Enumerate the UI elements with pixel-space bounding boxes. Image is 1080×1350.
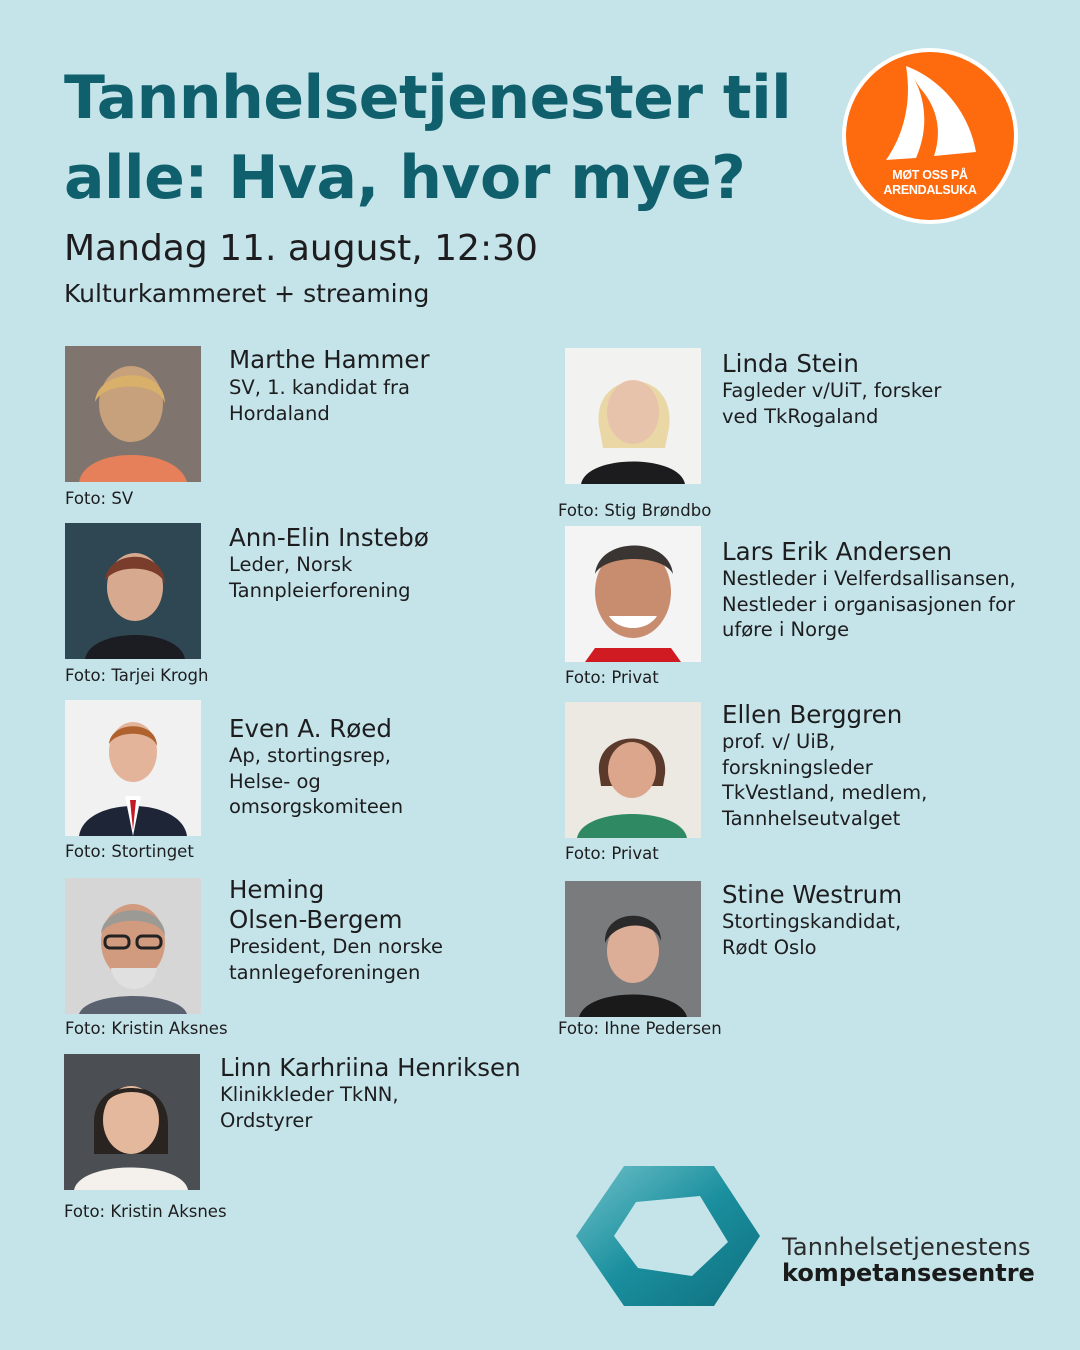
speaker-name: Linn Karhriina Henriksen	[220, 1053, 521, 1082]
speaker-role: prof. v/ UiB, forskningsleder TkVestland, medlem, Tannhelseutvalget	[722, 730, 928, 830]
org-name-line-2: kompetansesentre	[782, 1259, 1035, 1287]
photo-credit: Foto: Kristin Aksnes	[64, 1202, 227, 1221]
speaker-photo	[64, 1054, 200, 1190]
speaker-name: Marthe Hammer	[229, 345, 430, 374]
speaker-photo	[65, 878, 201, 1014]
photo-credit: Foto: Stortinget	[65, 842, 194, 861]
speaker-name: Ann-Elin Instebø	[229, 523, 429, 552]
speaker-role: Stortingskandidat, Rødt Oslo	[722, 910, 902, 959]
event-venue: Kulturkammeret + streaming	[64, 279, 430, 308]
event-title: Tannhelsetjenester til alle: Hva, hvor mye?	[64, 63, 792, 213]
speaker-role: President, Den norske tannlegeforeningen	[229, 935, 443, 984]
badge-line-1: MØT OSS PÅ	[892, 168, 968, 182]
speaker-role: Klinikkleder TkNN, Ordstyrer	[220, 1083, 399, 1132]
speaker-photo	[65, 346, 201, 482]
speaker-photo	[65, 523, 201, 659]
photo-credit: Foto: Ihne Pedersen	[558, 1019, 722, 1038]
photo-credit: Foto: Privat	[565, 668, 659, 687]
speaker-role: Leder, Norsk Tannpleierforening	[229, 553, 411, 602]
speaker-role: Nestleder i Velferdsallisansen, Nestleder i organisasjonen for uføre i Norge	[722, 567, 1016, 641]
hexagon-logo-icon	[572, 1164, 762, 1308]
event-datetime: Mandag 11. august, 12:30	[64, 228, 538, 269]
speaker-photo	[565, 348, 701, 484]
photo-credit: Foto: Privat	[565, 844, 659, 863]
speaker-photo	[565, 526, 701, 662]
photo-credit: Foto: SV	[65, 489, 134, 508]
badge-line-2: ARENDALSUKA	[883, 183, 977, 197]
photo-credit: Foto: Kristin Aksnes	[65, 1019, 228, 1038]
badge-text	[846, 168, 1014, 198]
speaker-photo	[65, 700, 201, 836]
speaker-role: SV, 1. kandidat fra Hordaland	[229, 376, 410, 425]
speaker-name: Even A. Røed	[229, 714, 392, 743]
org-name-line-1: Tannhelsetjenestens	[782, 1233, 1031, 1261]
speaker-name: Ellen Berggren	[722, 700, 903, 729]
speaker-role: Fagleder v/UiT, forsker ved TkRogaland	[722, 379, 942, 428]
photo-credit: Foto: Stig Brøndbo	[558, 501, 712, 520]
speaker-name: Lars Erik Andersen	[722, 537, 952, 566]
speaker-name: Stine Westrum	[722, 880, 903, 909]
photo-credit: Foto: Tarjei Krogh	[65, 666, 209, 685]
speaker-photo	[565, 702, 701, 838]
arendalsuka-badge	[842, 48, 1018, 224]
speaker-photo	[565, 881, 701, 1017]
speaker-name: Heming Olsen-Bergem	[229, 875, 403, 934]
speaker-name: Linda Stein	[722, 349, 859, 378]
speaker-role: Ap, stortingsrep, Helse- og omsorgskomiteen	[229, 744, 404, 818]
